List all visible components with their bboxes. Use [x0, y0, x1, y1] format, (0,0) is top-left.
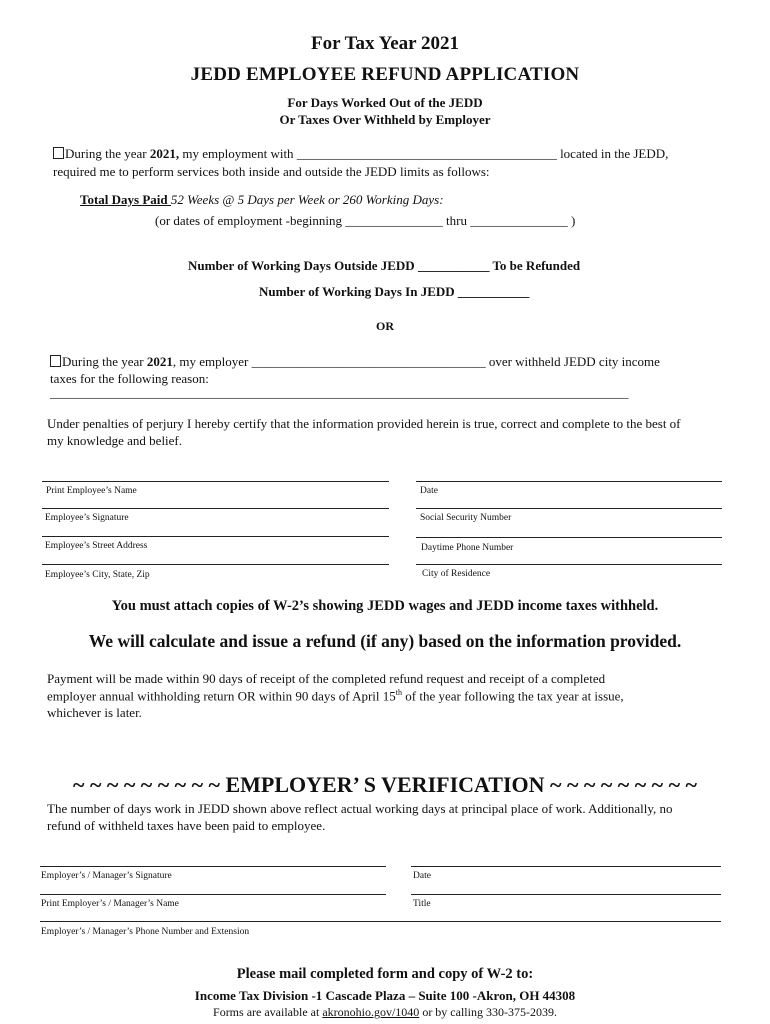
verification-line-1: The number of days work in JEDD shown above reflect actual working days at principal place of work. Additionally, no — [47, 801, 673, 816]
option1-line: During the year 2021, my employment with ________________________________________ located in the JEDD, — [53, 146, 668, 162]
payment-line-2: employer annual withholding return OR within 90 days of April 15th of the year following the tax year at issue, — [47, 688, 624, 704]
city-state-zip-label: Employee’s City, State, Zip — [45, 570, 150, 580]
perjury-line-2: my knowledge and belief. — [47, 433, 183, 448]
website-link[interactable]: akronohio.gov/1040 — [322, 1005, 420, 1019]
city-of-residence-label: City of Residence — [422, 569, 491, 579]
end-date-blank[interactable]: _______________ — [470, 213, 568, 228]
employer-signature-label: Employer’s / Manager’s Signature — [41, 871, 172, 881]
form-title: JEDD EMPLOYEE REFUND APPLICATION — [190, 64, 580, 85]
employment-dates: (or dates of employment -beginning _______________ thru _______________ ) — [155, 213, 576, 228]
mail-instructions: Please mail completed form and copy of W-2 to: — [236, 966, 534, 982]
days-in-jedd: Number of Working Days In JEDD ___________ — [259, 284, 530, 299]
city-state-zip-line[interactable] — [42, 564, 389, 565]
date-label: Date — [420, 486, 438, 496]
attach-w2-notice: You must attach copies of W-2’s showing JEDD wages and JEDD income taxes withheld. — [111, 598, 659, 614]
forms-availability: Forms are available at akronohio.gov/1040 or by calling 330-375-2039. — [213, 1005, 557, 1019]
employer-print-name-line[interactable] — [40, 894, 386, 895]
print-name-line[interactable] — [42, 481, 389, 482]
date-line[interactable] — [416, 481, 722, 482]
verification-line-2: refund of withheld taxes have been paid to employee. — [47, 818, 326, 833]
signature-line[interactable] — [42, 508, 389, 509]
payment-line-1: Payment will be made within 90 days of receipt of the completed refund request and receipt of a completed — [47, 671, 606, 686]
total-days-paid: Total Days Paid 52 Weeks @ 5 Days per Week or 260 Working Days: — [80, 192, 444, 207]
employer-title-label: Title — [413, 899, 431, 909]
employer-print-name-label: Print Employer’s / Manager’s Name — [41, 899, 179, 909]
refund-calculation-notice: We will calculate and issue a refund (if any) based on the information provided. — [88, 631, 682, 651]
tax-year-heading: For Tax Year 2021 — [311, 33, 459, 54]
payment-line-3: whichever is later. — [47, 705, 142, 720]
reason-blank[interactable]: _________________________________________________________________________________________ — [50, 385, 629, 400]
street-address-line[interactable] — [42, 536, 389, 537]
employer-blank[interactable]: ____________________________________ — [251, 354, 486, 369]
employer-phone-line[interactable] — [40, 921, 721, 922]
employer-name-blank[interactable]: ________________________________________ — [296, 146, 557, 161]
employer-signature-line[interactable] — [40, 866, 386, 867]
days-outside-blank[interactable]: ___________ — [417, 258, 490, 273]
option1-line-2: required me to perform services both inside and outside the JEDD limits as follows: — [53, 164, 490, 179]
employer-date-line[interactable] — [411, 866, 721, 867]
employer-verification-heading: ~ ~ ~ ~ ~ ~ ~ ~ ~ EMPLOYER’ S VERIFICATION ~ ~ ~ ~ ~ ~ ~ ~ ~ — [73, 772, 697, 797]
employer-title-line[interactable] — [411, 894, 721, 895]
mailing-address: Income Tax Division -1 Cascade Plaza – Suite 100 -Akron, OH 44308 — [194, 988, 576, 1003]
begin-date-blank[interactable]: _______________ — [345, 213, 443, 228]
option1-checkbox[interactable] — [53, 147, 64, 159]
daytime-phone-label: Daytime Phone Number — [421, 543, 514, 553]
option2-checkbox[interactable] — [50, 355, 61, 367]
days-outside-jedd: Number of Working Days Outside JEDD ___________ To be Refunded — [188, 258, 581, 273]
print-employee-name-label: Print Employee’s Name — [46, 486, 137, 496]
ssn-line[interactable] — [416, 508, 722, 509]
option2-line-2: taxes for the following reason: — [50, 371, 209, 386]
phone-line[interactable] — [416, 537, 722, 538]
option2-line: During the year 2021, my employer ____________________________________ over withheld JEDD city income — [50, 354, 660, 370]
or-separator: OR — [376, 319, 394, 333]
form-subtitle-2: Or Taxes Over Withheld by Employer — [279, 112, 491, 127]
city-residence-line[interactable] — [416, 564, 722, 565]
employer-date-label: Date — [413, 871, 431, 881]
perjury-line-1: Under penalties of perjury I hereby certify that the information provided herein is true, correct and complete to the best of — [47, 416, 681, 431]
street-address-label: Employee’s Street Address — [45, 541, 148, 551]
days-in-blank[interactable]: ___________ — [457, 284, 530, 299]
employee-signature-label: Employee’s Signature — [45, 513, 129, 523]
employer-phone-label: Employer’s / Manager’s Phone Number and Extension — [41, 927, 250, 937]
ssn-label: Social Security Number — [420, 513, 512, 523]
form-subtitle-1: For Days Worked Out of the JEDD — [287, 95, 483, 110]
